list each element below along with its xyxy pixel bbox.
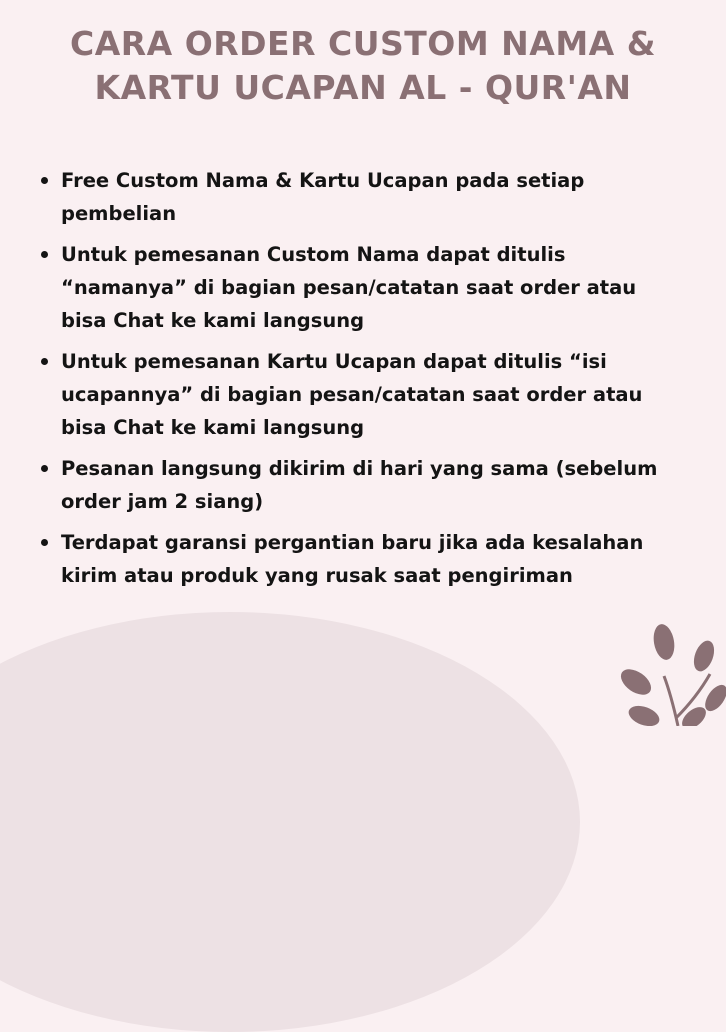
list-item <box>38 526 688 592</box>
list-item <box>38 452 688 518</box>
bullet-icon <box>41 539 48 546</box>
leaf-branch-icon <box>606 618 726 726</box>
list-item <box>38 164 688 230</box>
bullet-icon <box>41 177 48 184</box>
list-item-text: Untuk pemesanan Kartu Ucapan dapat ditulis “isi ucapannya” di bagian pesan/catatan saat order atau bisa Chat ke kami langsung <box>61 350 643 439</box>
bullet-icon <box>41 465 48 472</box>
instruction-list <box>38 164 688 600</box>
bullet-icon <box>41 358 48 365</box>
list-item <box>38 238 688 337</box>
list-item <box>38 345 688 444</box>
bullet-icon <box>41 251 48 258</box>
title-line-1: CARA ORDER CUSTOM NAMA & <box>70 24 656 63</box>
background-blob <box>0 612 580 1032</box>
list-item-text: Free Custom Nama & Kartu Ucapan pada setiap pembelian <box>61 169 585 225</box>
list-item-text: Untuk pemesanan Custom Nama dapat ditulis “namanya” di bagian pesan/catatan saat order atau bisa Chat ke kami langsung <box>61 243 637 332</box>
list-item-text: Terdapat garansi pergantian baru jika ada kesalahan kirim atau produk yang rusak saat pengiriman <box>61 531 644 587</box>
title-line-2: KARTU UCAPAN AL - QUR'AN <box>94 68 632 107</box>
page-title <box>0 22 726 110</box>
list-item-text: Pesanan langsung dikirim di hari yang sama (sebelum order jam 2 siang) <box>61 457 658 513</box>
